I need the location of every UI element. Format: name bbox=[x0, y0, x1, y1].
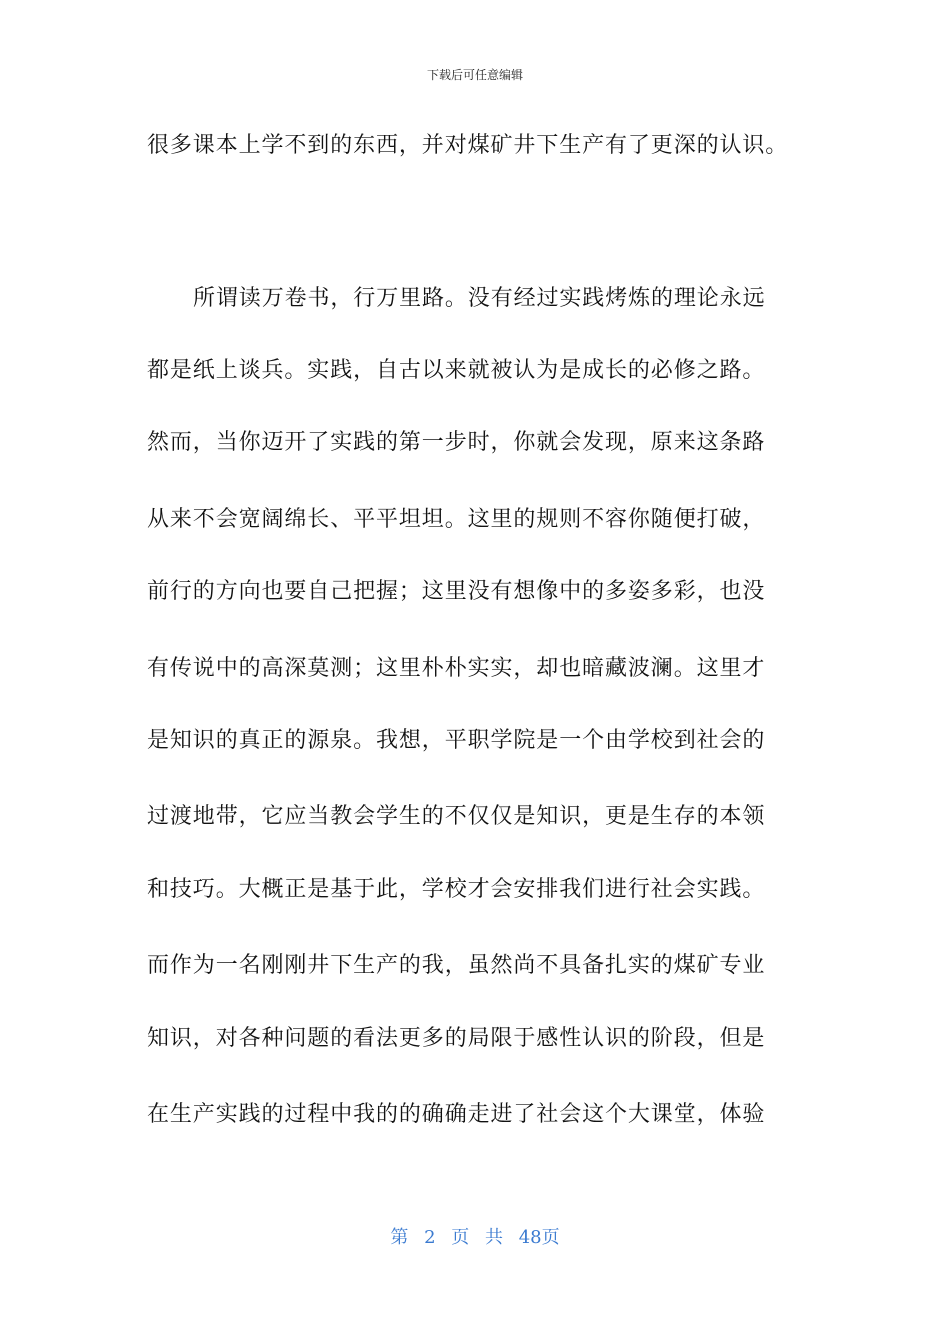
body-line: 有传说中的高深莫测；这里朴朴实实，却也暗藏波澜。这里才 bbox=[147, 656, 766, 681]
body-line: 前行的方向也要自己把握；这里没有想像中的多姿多彩，也没 bbox=[147, 579, 766, 604]
body-line: 都是纸上谈兵。实践，自古以来就被认为是成长的必修之路。 bbox=[147, 358, 766, 383]
page-label: 页 bbox=[451, 1227, 470, 1248]
body-line: 而作为一名刚刚井下生产的我，虽然尚不具备扎实的煤矿专业 bbox=[147, 953, 766, 978]
body-line: 很多课本上学不到的东西，并对煤矿井下生产有了更深的认识。 bbox=[147, 133, 789, 158]
body-line: 和技巧。大概正是基于此，学校才会安排我们进行社会实践。 bbox=[147, 877, 766, 902]
body-line: 知识，对各种问题的看法更多的局限于感性认识的阶段，但是 bbox=[147, 1026, 766, 1051]
current-page-number: 2 bbox=[424, 1227, 436, 1248]
body-line: 然而，当你迈开了实践的第一步时，你就会发现，原来这条路 bbox=[147, 430, 766, 455]
total-label: 共 bbox=[485, 1227, 503, 1248]
page-footer bbox=[0, 1226, 950, 1250]
body-line: 从来不会宽阔绵长、平平坦坦。这里的规则不容你随便打破， bbox=[147, 507, 766, 532]
body-line: 在生产实践的过程中我的的确确走进了社会这个大课堂，体验 bbox=[147, 1102, 766, 1127]
paragraph-first-line: 所谓读万卷书，行万里路。没有经过实践烤炼的理论永远 bbox=[193, 286, 766, 311]
total-pages: 48页 bbox=[518, 1227, 560, 1248]
body-line: 是知识的真正的源泉。我想，平职学院是一个由学校到社会的 bbox=[147, 728, 766, 753]
page-label-prefix: 第 bbox=[390, 1227, 409, 1248]
body-line: 过渡地带，它应当教会学生的不仅仅是知识，更是生存的本领 bbox=[147, 804, 766, 829]
page-header: 下载后可任意编辑 bbox=[426, 68, 523, 82]
